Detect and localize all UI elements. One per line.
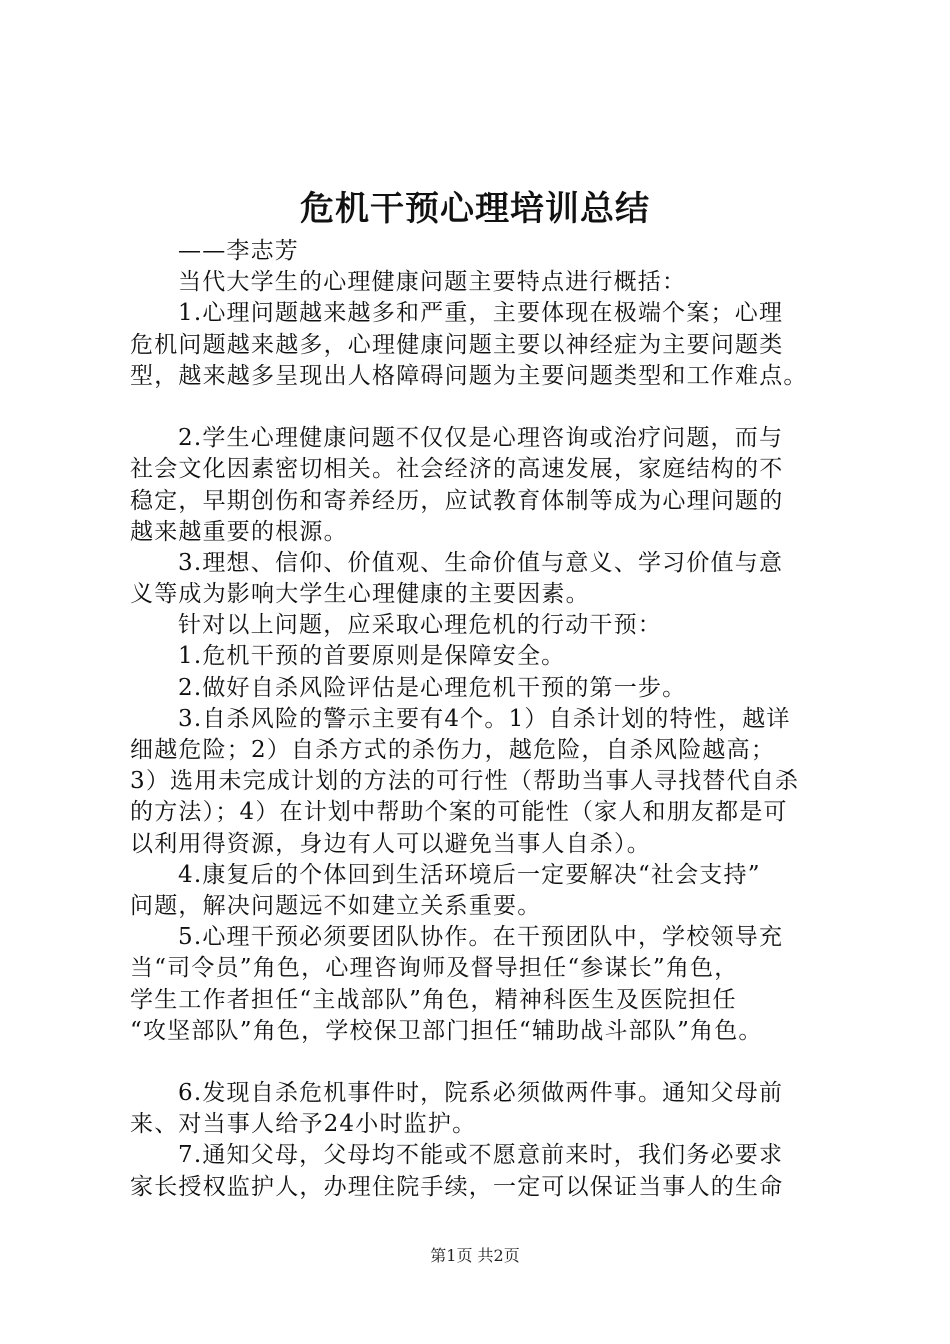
text-line: 2.做好自杀风险评估是心理危机干预的第一步。 — [178, 674, 687, 701]
document-title: 危机干预心理培训总结 — [300, 189, 650, 229]
text-line: 5.心理干预必须要团队协作。在干预团队中，学校领导充 — [178, 924, 784, 951]
text-line: 6.发现自杀危机事件时，院系必须做两件事。通知父母前 — [178, 1080, 784, 1107]
text-line: 的方法）；4）在计划中帮助个案的可能性（家人和朋友都是可 — [130, 799, 788, 826]
text-line: 当“司令员”角色，心理咨询师及督导担任“参谋长”角色， — [130, 955, 739, 982]
author-line: ——李志芳 — [178, 238, 299, 264]
text-line: 问题，解决问题远不如建立关系重要。 — [130, 892, 542, 919]
text-line: 危机问题越来越多，心理健康问题主要以神经症为主要问题类 — [130, 331, 784, 358]
blank-line — [130, 1047, 835, 1078]
text-line: 细越危险；2）自杀方式的杀伤力，越危险，自杀风险越高； — [130, 737, 776, 763]
text-line: 7.通知父母，父母均不能或不愿意前来时，我们务必要求 — [178, 1142, 784, 1169]
text-line: “攻坚部队”角色，学校保卫部门担任“辅助战斗部队”角色。 — [130, 1017, 763, 1044]
text-line: 4.康复后的个体回到生活环境后一定要解决“社会支持” — [178, 861, 761, 888]
text-line: 3）选用未完成计划的方法的可行性（帮助当事人寻找替代自杀 — [130, 768, 800, 795]
text-line: 社会文化因素密切相关。社会经济的高速发展，家庭结构的不 — [130, 456, 784, 483]
text-line: 1.危机干预的首要原则是保障安全。 — [178, 643, 566, 670]
text-line: 2.学生心理健康问题不仅仅是心理咨询或治疗问题，而与 — [178, 425, 784, 452]
text-line: 针对以上问题，应采取心理危机的行动干预： — [178, 612, 662, 639]
text-line: 1.心理问题越来越多和严重，主要体现在极端个案；心理 — [178, 300, 784, 327]
text-line: 来、对当事人给予24小时监护。 — [130, 1111, 477, 1138]
text-line: 以利用得资源，身边有人可以避免当事人自杀）。 — [130, 830, 651, 857]
text-line: 家长授权监护人，办理住院手续，一定可以保证当事人的生命 — [130, 1173, 784, 1200]
text-line: 稳定，早期创伤和寄养经历，应试教育体制等成为心理问题的 — [130, 487, 784, 514]
blank-line — [130, 392, 835, 423]
document-body — [130, 236, 835, 1203]
text-line: 当代大学生的心理健康问题主要特点进行概括： — [178, 269, 687, 296]
text-line: 越来越重要的根源。 — [130, 518, 348, 545]
text-line: 学生工作者担任“主战部队”角色，精神科医生及医院担任 — [130, 986, 737, 1013]
text-line: 3.自杀风险的警示主要有4个。1）自杀计划的特性，越详 — [178, 705, 791, 732]
text-line: 3.理想、信仰、价值观、生命价值与意义、学习价值与意 — [178, 549, 784, 576]
text-line: 义等成为影响大学生心理健康的主要因素。 — [130, 581, 590, 608]
page-footer: 第1页 共2页 — [430, 1246, 520, 1265]
text-line: 型，越来越多呈现出人格障碍问题为主要问题类型和工作难点。 — [130, 362, 808, 389]
